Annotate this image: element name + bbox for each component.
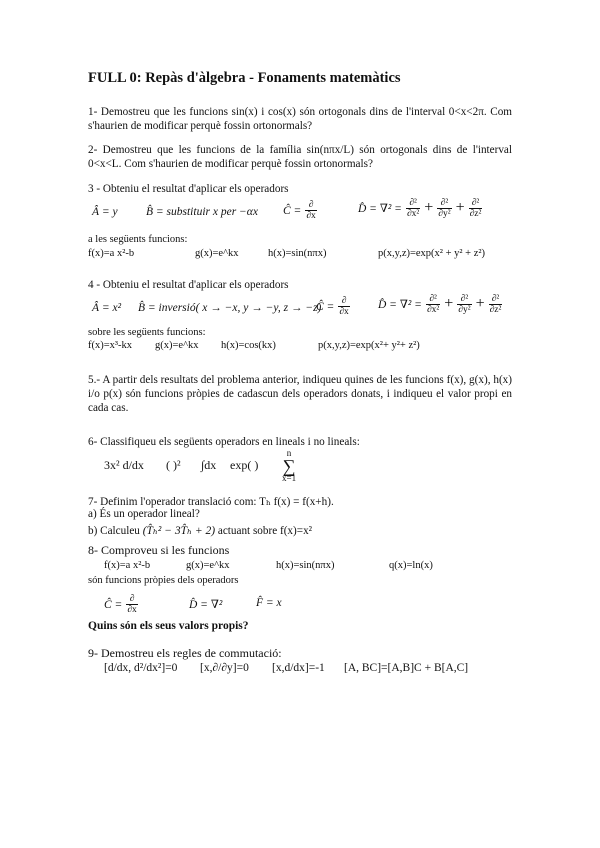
- q8-operator-d: D̂ = ∇²: [189, 599, 223, 611]
- question-3-header: 3 - Obteniu el resultat d'aplicar els operadors: [88, 183, 289, 195]
- question-6-header: 6- Classifiqueu els següents operadors en lineals i no lineals:: [88, 436, 360, 448]
- q3-operator-a: Â = y: [92, 206, 118, 218]
- q3-function-h: h(x)=sin(nπx): [268, 248, 327, 259]
- q9-rule-3: [x,d/dx]=-1: [272, 662, 325, 674]
- q8-operator-c-label: Ĉ =: [104, 599, 123, 612]
- question-7-header: 7- Definim l'operador translació com: Tₕ f(x) = f(x+h).: [88, 496, 334, 508]
- q3-operator-c-label: Ĉ =: [283, 205, 302, 218]
- q4-function-p: p(x,y,z)=exp(x²+ y²+ z²): [318, 340, 420, 351]
- q7b-expression: (T̂ₕ² − 3T̂ₕ + 2): [142, 525, 216, 537]
- q3-operator-c: [283, 200, 317, 221]
- q8-function-g: g(x)=e^kx: [186, 560, 230, 571]
- q3-operator-c-fraction: $\frac{\partial}{\partial x}$: [306, 200, 316, 221]
- q6-operator-3: ∫dx: [201, 458, 217, 472]
- q9-rule-4: [A, BC]=[A,B]C + B[A,C]: [344, 662, 469, 674]
- q4-function-h: h(x)=cos(kx): [221, 340, 276, 351]
- q4-operator-c-label: Ĉ =: [316, 301, 335, 314]
- q3-operator-b: B̂ = substituir x per −αx: [146, 206, 258, 218]
- summation-upper-limit: n: [286, 448, 292, 458]
- question-5: 5.- A partir dels resultats del problema anterior, indiqueu quines de les funcions f(x), g(x), h(x) i/o p(x) són funcions pròpies de cadascun dels operadors donats, i indiqueu el valor propi en cada cas.: [88, 374, 512, 414]
- q4-operator-d: D̂ = ∇² = $\frac{\text{∂²}}{\text{∂x²}}$ + $\frac{\text{∂²}}{\text{∂y²}}$ + $\frac{\text{∂²}}{\text{∂z²}}$: [378, 294, 502, 315]
- q4-operator-b: B̂ = inversió( x → −x, y → −y, z → −z): [138, 302, 322, 314]
- q3-operator-d: D̂ = ∇² = $\frac{\text{∂²}}{\text{∂x²}}$ + $\frac{\text{∂²}}{\text{∂y²}}$ + $\frac{\text{∂²}}{\text{∂z²}}$: [358, 198, 482, 219]
- q8-operator-f: F̂ = x: [256, 597, 282, 609]
- q4-operator-a: Â = x²: [92, 302, 122, 314]
- q4-function-g: g(x)=e^kx: [155, 340, 199, 351]
- q4-operator-d-label: D̂ = ∇² =: [378, 299, 422, 312]
- question-1: 1- Demostreu que les funcions sin(x) i cos(x) són ortogonals dins de l'interval 0<x<2π. Com s'haurien de modificar perquè fossin ortonormals?: [88, 106, 512, 132]
- q8-question: Quins són els seus valors propis?: [88, 620, 249, 632]
- q3-function-g: g(x)=e^kx: [195, 248, 239, 259]
- question-4-header: 4 - Obteniu el resultat d'aplicar els operadors: [88, 279, 289, 291]
- summation-sign-icon: ∑: [282, 456, 296, 476]
- q7b-prefix: b) Calculeu: [88, 525, 140, 537]
- question-9-header: 9- Demostreu els regles de commutació:: [88, 646, 282, 660]
- q8-function-f: f(x)=a x²-b: [104, 560, 151, 571]
- q6-operator-4: exp( ): [230, 458, 259, 472]
- q9-rule-1: [d/dx, d²/dx²]=0: [104, 662, 178, 674]
- page-title: FULL 0: Repàs d'àlgebra - Fonaments matemàtics: [88, 70, 401, 86]
- q8-function-q: q(x)=ln(x): [389, 560, 433, 571]
- q8-operator-c: Ĉ = $\frac{\partial}{\partial x}$: [104, 594, 137, 615]
- q3-function-p: p(x,y,z)=exp(x² + y² + z²): [378, 248, 485, 259]
- q6-operator-2: ( )²: [166, 458, 181, 472]
- q8-subheader: són funcions pròpies dels operadors: [88, 575, 239, 586]
- q6-operator-1: 3x² d/dx: [104, 458, 144, 472]
- q6-summation: [282, 449, 296, 483]
- q4-subheader: sobre les següents funcions:: [88, 327, 206, 338]
- q3-subheader: a les següents funcions:: [88, 234, 188, 245]
- summation-lower-limit: x=1: [282, 473, 297, 483]
- q8-function-h: h(x)=sin(nπx): [276, 560, 335, 571]
- q7b-suffix: actuant sobre f(x)=x²: [217, 525, 313, 537]
- question-7a: a) És un operador lineal?: [88, 508, 200, 520]
- question-8-header: 8- Comproveu si les funcions: [88, 543, 230, 557]
- q4-operator-c: Ĉ = $\frac{\partial}{\partial x}$: [316, 296, 349, 317]
- question-7b: [88, 523, 312, 537]
- question-2: 2- Demostreu que les funcions de la família sin(nπx/L) són ortogonals dins de l'interval 0<x<L. Com s'haurien de modificar perquè fossin ortonormals?: [88, 144, 512, 170]
- q3-function-f: f(x)=a x²-b: [88, 248, 135, 259]
- q3-operator-d-label: D̂ = ∇² =: [358, 203, 402, 216]
- q9-rule-2: [x,∂/∂y]=0: [200, 662, 249, 674]
- q4-function-f: f(x)=x³-kx: [88, 340, 133, 351]
